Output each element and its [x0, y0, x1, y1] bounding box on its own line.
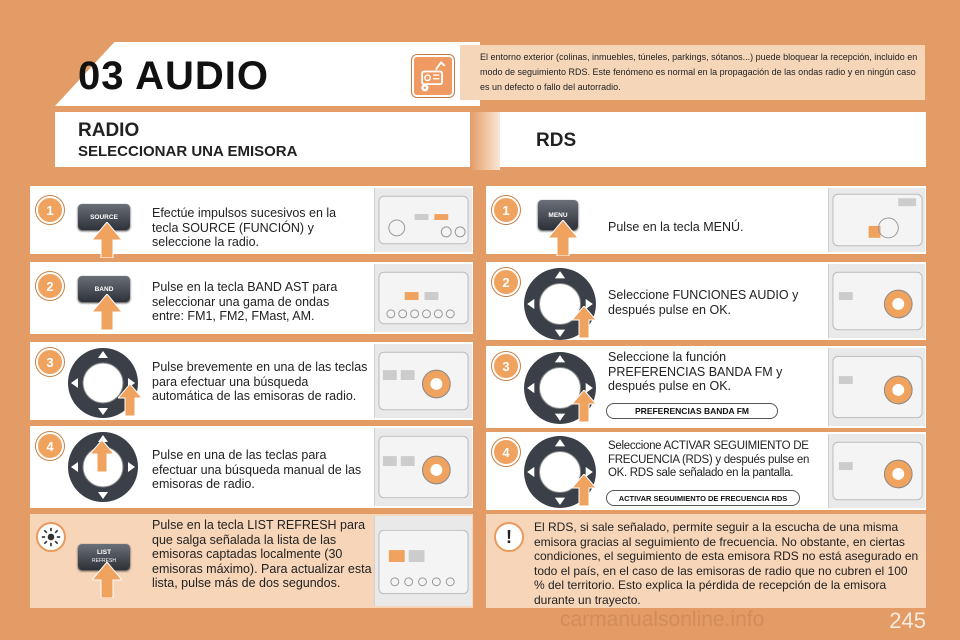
step-number: 1 — [492, 196, 520, 224]
watermark: carmanualsonline.info — [560, 608, 765, 631]
press-arrow-icon — [572, 306, 596, 338]
radio-step-4-text: Pulse en una de las teclas para efectuar una búsqueda manual de las emisoras de radio. — [152, 448, 362, 491]
step-number: 3 — [492, 352, 520, 380]
radio-cd-icon — [412, 55, 454, 97]
car-radio-image — [828, 188, 925, 252]
press-arrow-icon — [572, 390, 596, 422]
activar-seguimiento-menu-item[interactable]: ACTIVAR SEGUIMIENTO DE FRECUENCIA RDS — [606, 490, 800, 506]
step-number: 2 — [492, 268, 520, 296]
rds-step-3-text: Seleccione la función PREFERENCIAS BANDA FM y después pulse en OK. — [608, 350, 783, 393]
section-divider — [470, 112, 500, 170]
page-number: 245 — [889, 608, 926, 633]
refresh-label: REFRESH — [92, 558, 116, 564]
car-radio-image — [828, 434, 925, 508]
rds-step-1-text: Pulse en la tecla MENÚ. — [608, 220, 744, 234]
press-arrow-icon — [92, 222, 122, 258]
press-arrow-icon — [118, 384, 142, 416]
car-radio-image — [374, 264, 472, 332]
rds-step-2-text: Seleccione FUNCIONES AUDIO y después pulse en OK. — [608, 288, 799, 317]
car-radio-image — [828, 264, 925, 338]
car-radio-image — [828, 348, 925, 426]
rds-warning-text: El RDS, si sale señalado, permite seguir a la escucha de una misma emisora gracias al seguimiento de frecuencia. No obstante, en ciertas condiciones, el seguimiento de esta emisora RDS no está asegurado en todo el país, en el caso de las emisoras de radio que no cubren el 100 % del territorio. Esto explica la pérdida de recepción de la emisora durante un trayecto. — [534, 520, 919, 607]
step-number: 3 — [36, 348, 64, 376]
press-arrow-icon — [92, 562, 122, 598]
radio-step-1-text: Efectúe impulsos sucesivos en la tecla SOURCE (FUNCIÓN) y seleccione la radio. — [152, 206, 337, 249]
car-radio-image — [374, 516, 472, 606]
radio-subtitle: SELECCIONAR UNA EMISORA — [78, 143, 298, 160]
press-arrow-icon — [92, 294, 122, 330]
rds-step-4-text: Seleccione ACTIVAR SEGUIMIENTO DE FRECUENCIA (RDS) y después pulse en OK. RDS sale señalado en la pantalla. — [608, 440, 810, 479]
sun-tip-icon — [36, 522, 66, 552]
step-number: 4 — [36, 432, 64, 460]
radio-tip-text: Pulse en la tecla LIST REFRESH para que salga señalada la lista de las emisoras captadas localmente (30 emisoras máximo). Para actualizar esta lista, pulse más de dos segundos. — [152, 518, 372, 590]
step-number: 2 — [36, 272, 64, 300]
disclaimer-text: El entorno exterior (colinas, inmuebles, túneles, parkings, sótanos...) puede bloquear la recepción, incluido en modo de seguimiento RDS. Este fenómeno es normal en la propagación de las ondas radio y en ningún caso es un defecto o fallo del autorradio. — [480, 52, 918, 92]
band-button[interactable]: BAND — [78, 276, 130, 302]
car-radio-image — [374, 428, 472, 506]
car-radio-image — [374, 188, 472, 252]
radio-step-3-text: Pulse brevemente en una de las teclas para efectuar una búsqueda automática de las emisoras de radio. — [152, 360, 368, 403]
preferencias-banda-fm-menu-item[interactable]: PREFERENCIAS BANDA FM — [606, 403, 778, 419]
chapter-title: 03 AUDIO — [78, 54, 270, 98]
car-radio-image — [374, 344, 472, 418]
radio-title: RADIO — [78, 120, 140, 141]
step-number: 1 — [36, 196, 64, 224]
press-arrow-icon — [548, 220, 578, 256]
list-label: LIST — [96, 549, 112, 556]
warning-icon: ! — [494, 522, 524, 552]
step-number: 4 — [492, 438, 520, 466]
menu-button[interactable]: MENU — [538, 200, 578, 230]
press-arrow-icon — [90, 440, 114, 472]
rds-title: RDS — [536, 130, 577, 151]
press-arrow-icon — [572, 474, 596, 506]
source-button[interactable]: SOURCE — [78, 204, 130, 230]
radio-step-2-text: Pulse en la tecla BAND AST para seleccionar una gama de ondas entre: FM1, FM2, FMast, AM. — [152, 280, 338, 323]
